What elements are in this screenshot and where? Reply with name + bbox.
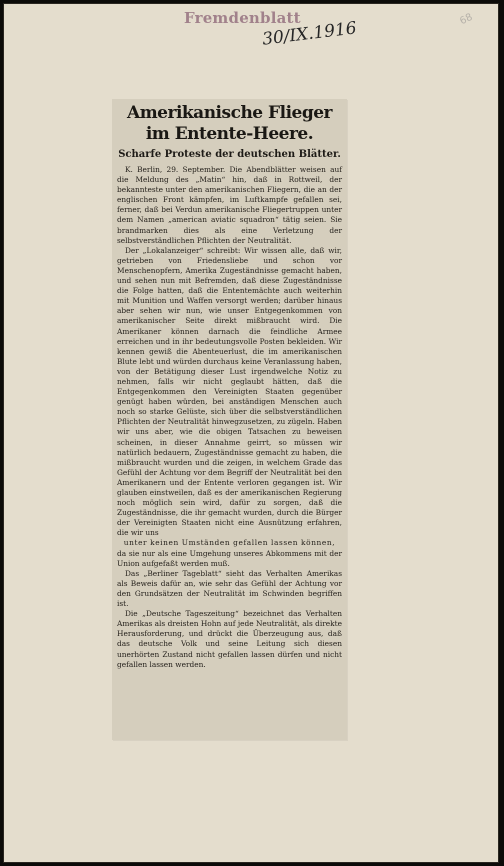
- source-stamp: Fremdenblatt: [184, 9, 301, 27]
- article-paragraph: Die „Deutsche Tageszeitung“ bezeichnet das Verhalten Amerikas als dreisten Hohn auf jede Neutralität, als direkte Herausforderung, und drückt die Überzeugung aus, daß das deutsche Volk und seine Leitung sich diesen unerhörten Zustand nicht gefallen lassen dürfen und nicht gefallen lassen werden.: [117, 609, 342, 669]
- newspaper-clipping: [112, 99, 347, 740]
- article-paragraph: da sie nur als eine Umgehung unseres Abkommens mit der Union aufgefaßt werden muß.: [117, 548, 342, 568]
- handwritten-date: 30/IX.1916: [261, 18, 358, 50]
- article-paragraph-emphasis: unter keinen Umständen gefallen lassen können,: [123, 538, 336, 548]
- pencil-mark: 68: [458, 11, 475, 28]
- article-paragraph: K. Berlin, 29. September. Die Abendblätter weisen auf die Meldung des „Matin“ hin, daß in Rottweil, der bekannteste unter den amerikanischen Fliegern, die an der englischen Front kämpfen, im Luftkampfe gefallen sei, ferner, daß bei Verdun amerikanische Fliegertruppen unter dem Namen „american aviatic squadron“ tätig seien. Sie brandmarken dies als eine Verletzung der selbstverständlichen Pflichten der Neutralität.: [117, 165, 342, 245]
- article-headline: Amerikanische Flieger im Entente-Heere.: [127, 103, 332, 144]
- article-subheadline: Scharfe Proteste der deutschen Blätter.: [118, 149, 341, 160]
- article-paragraph: Das „Berliner Tageblatt“ sieht das Verhalten Amerikas als Beweis dafür an, wie sehr das Gefühl der Achtung vor den Grundsätzen der Neutralität im Schwinden begriffen ist.: [117, 568, 342, 609]
- article-paragraph: Der „Lokalanzeiger“ schreibt: Wir wissen alle, daß wir, getrieben von Friedensliebe und schon vor Menschenopfern, Amerika Zugeständnisse gemacht haben, und sehen nun mit Befremden, daß diese Zugeständnisse die Folge hatten, daß die Ententemächte auch weiterhin mit Munition und Waffen versorgt werden; darüber hinaus aber sehen wir nun, wie unser Entgegenkommen von amerikanischer Seite direkt mißbraucht wird. Die Amerikaner können darnach die feindliche Armee erreichen und in ihr bedeutungsvolle Posten bekleiden. Wir kennen gewiß die Abenteuerlust, die im amerikanischen Blute lebt und würden durchaus keine Veranlassung haben, von der Betätigung dieser Lust irgendwelche Notiz zu nehmen, falls wir nicht geglaubt hätten, daß die Entgegenkommen den Vereinigten Staaten gegenüber genügt haben würden, bei anständigen Menschen auch noch so starke Gelüste, sich über die selbstverständlichen Pflichten der Neutralität hinwegzusetzen, zu zügeln. Haben wir uns aber, wie die obigen Tatsachen zu beweisen scheinen, in dieser Annahme geirrt, so müssen wir natürlich bedauern, Zugeständnisse gemacht zu haben, die mißbraucht wurden und die zeigen, in welchem Grade das Gefühl der Achtung vor dem Begriff der Neutralität bei den Amerikanern und der Entente verloren gegangen ist. Wir glauben einstweilen, daß es der amerikanischen Regierung noch möglich sein wird, dafür zu sorgen, daß die Zugeständnisse, die ihr gemacht wurden, durch die Bürger der Vereinigten Staaten nicht eine Ausnützung erfahren, die wir uns: [117, 245, 342, 538]
- article-body: [117, 165, 342, 670]
- archive-sheet: [3, 3, 499, 863]
